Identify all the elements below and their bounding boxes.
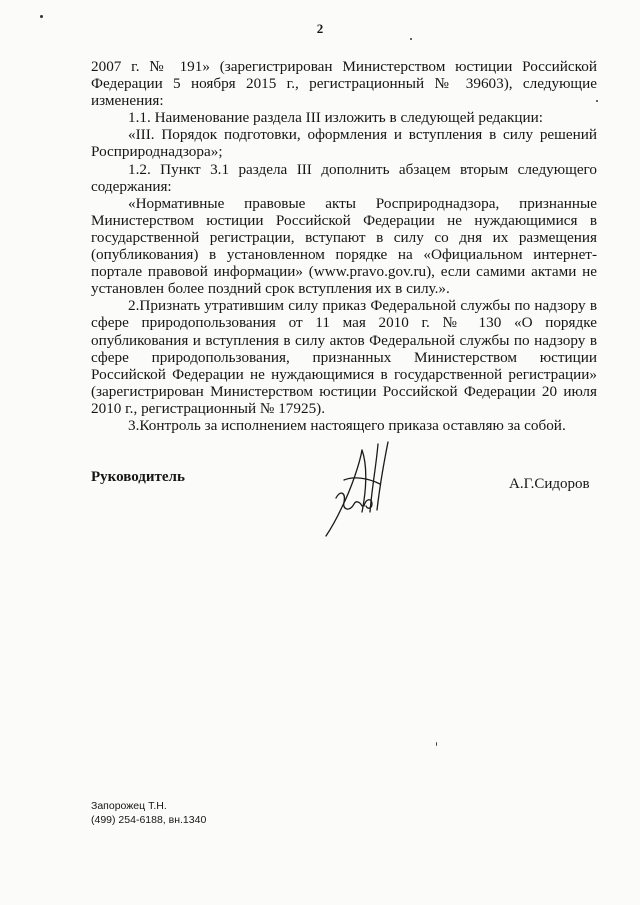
paragraph-1-2: 1.2. Пункт 3.1 раздела III дополнить абзацем вторым следующего содержания:	[91, 160, 597, 195]
handwritten-signature	[322, 432, 402, 542]
scan-speck	[410, 38, 412, 40]
paragraph-continuation: 2007 г. № 191» (зарегистрирован Министерством юстиции Российской Федерации 5 ноября 2015 г., регистрационный № 39603), следующие изменения:	[91, 58, 597, 110]
page-number: 2	[316, 21, 324, 36]
paragraph-section-title: «III. Порядок подготовки, оформления и вступления в силу решений Росприроднадзора»;	[91, 126, 597, 161]
scan-speck	[596, 100, 598, 102]
executor-phone: (499) 254-6188, вн.1340	[91, 814, 207, 826]
executor-info	[91, 799, 206, 827]
signatory-name: А.Г.Сидоров	[509, 476, 590, 492]
paragraph-2: 2.Признать утратившим силу приказ Федеральной службы по надзору в сфере природопользования от 11 мая 2010 г. № 130 «О порядке опубликования и вступления в силу актов Федеральной службы по надзору в сфере природопользования, признанных Министерством юстиции Российской Федерации не нуждающимися в государственной регистрации» (зарегистрирован Министерством юстиции Российской Федерации 20 июля 2010 г., регистрационный № 17925).	[91, 297, 597, 417]
scan-speck	[40, 15, 43, 18]
paragraph-quote: «Нормативные правовые акты Росприроднадзора, признанные Министерством юстиции Российской Федерации не нуждающимися в государственной регистрации, вступают в силу со дня их размещения (опубликования) в установленном порядке на «Официальном интернет-портале правовой информации» (www.pravo.gov.ru), если самими актами не установлен более поздний срок вступления их в силу.».	[91, 194, 597, 298]
paragraph-1-1: 1.1. Наименование раздела III изложить в следующей редакции:	[128, 109, 543, 127]
document-body	[91, 58, 597, 434]
executor-name: Запорожец Т.Н.	[91, 800, 167, 812]
scan-speck	[436, 742, 437, 746]
signatory-title: Руководитель	[91, 469, 185, 485]
paragraph-3: 3.Контроль за исполнением настоящего приказа оставляю за собой.	[128, 416, 566, 434]
